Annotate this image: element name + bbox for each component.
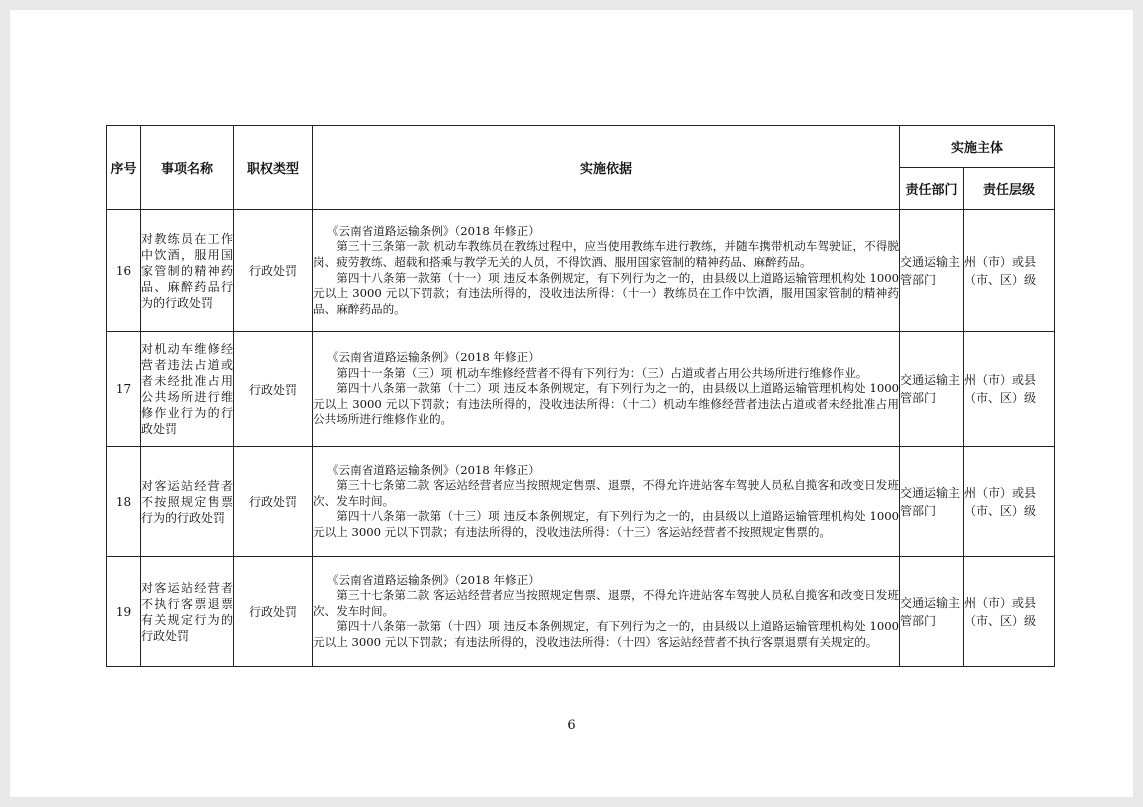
header-level: 责任层级 bbox=[964, 168, 1055, 210]
header-subject: 实施主体 bbox=[900, 126, 1055, 168]
header-basis: 实施依据 bbox=[313, 126, 900, 210]
basis-source: 《云南省道路运输条例》（2018 年修正） bbox=[326, 572, 540, 587]
header-type: 职权类型 bbox=[234, 126, 313, 210]
item-name: 对客运站经营者不按照规定售票行为的行政处罚 bbox=[141, 447, 234, 557]
responsible-level: 州（市）或县（市、区）级 bbox=[964, 557, 1055, 667]
basis-clause: 第四十一条第（三）项 机动车维修经营者不得有下列行为：（三）占道或者占用公共场所进行维修作业。 bbox=[336, 365, 868, 380]
table-row bbox=[107, 210, 1055, 332]
responsible-level: 州（市）或县（市、区）级 bbox=[964, 210, 1055, 332]
table-row bbox=[107, 447, 1055, 557]
item-name: 对机动车维修经营者违法占道或者未经批准占用公共场所进行维修作业行为的行政处罚 bbox=[141, 332, 234, 447]
responsible-level: 州（市）或县（市、区）级 bbox=[964, 332, 1055, 447]
legal-basis bbox=[313, 447, 900, 557]
basis-penalty: 第四十八条第一款第（十三）项 违反本条例规定，有下列行为之一的，由县级以上道路运输管理机构处 1000 元以上 3000 元以下罚款；有违法所得的，没收违法所得：（十三）客运站经营者不按照规定售票的。 bbox=[313, 509, 899, 539]
responsible-dept: 交通运输主管部门 bbox=[900, 210, 964, 332]
authority-type: 行政处罚 bbox=[234, 447, 313, 557]
basis-penalty: 第四十八条第一款第（十一）项 违反本条例规定，有下列行为之一的，由县级以上道路运输管理机构处 1000 元以上 3000 元以下罚款；有违法所得的，没收违法所得：（十一）教练员在工作中饮酒，服用国家管制的精神药品、麻醉药品的。 bbox=[313, 270, 899, 316]
responsible-dept: 交通运输主管部门 bbox=[900, 557, 964, 667]
header-dept: 责任部门 bbox=[900, 168, 964, 210]
authority-type: 行政处罚 bbox=[234, 210, 313, 332]
basis-source: 《云南省道路运输条例》（2018 年修正） bbox=[326, 350, 540, 365]
row-number: 18 bbox=[107, 447, 141, 557]
table-row bbox=[107, 332, 1055, 447]
authority-type: 行政处罚 bbox=[234, 557, 313, 667]
basis-clause: 第三十三条第一款 机动车教练员在教练过程中，应当使用教练车进行教练，并随车携带机动车驾驶证，不得脱岗、疲劳教练、超载和搭乘与教学无关的人员，不得饮酒、服用国家管制的精神药品、麻醉药品。 bbox=[313, 239, 899, 269]
responsible-dept: 交通运输主管部门 bbox=[900, 447, 964, 557]
document-page bbox=[10, 10, 1133, 797]
row-number: 19 bbox=[107, 557, 141, 667]
row-number: 16 bbox=[107, 210, 141, 332]
enforcement-table bbox=[106, 125, 1055, 667]
basis-penalty: 第四十八条第一款第（十二）项 违反本条例规定，有下列行为之一的，由县级以上道路运输管理机构处 1000 元以上 3000 元以下罚款；有违法所得的，没收违法所得：（十二）机动车维修经营者违法占道或者未经批准占用公共场所进行维修作业的。 bbox=[313, 381, 899, 427]
responsible-level: 州（市）或县（市、区）级 bbox=[964, 447, 1055, 557]
authority-type: 行政处罚 bbox=[234, 332, 313, 447]
legal-basis bbox=[313, 557, 900, 667]
basis-clause: 第三十七条第二款 客运站经营者应当按照规定售票、退票，不得允许进站客车驾驶人员私自揽客和改变日发班次、发车时间。 bbox=[313, 588, 899, 618]
header-no: 序号 bbox=[107, 126, 141, 210]
header-name: 事项名称 bbox=[141, 126, 234, 210]
legal-basis bbox=[313, 210, 900, 332]
item-name: 对客运站经营者不执行客票退票有关规定行为的行政处罚 bbox=[141, 557, 234, 667]
row-number: 17 bbox=[107, 332, 141, 447]
basis-source: 《云南省道路运输条例》（2018 年修正） bbox=[326, 223, 540, 238]
page-number: 6 bbox=[567, 718, 576, 733]
basis-clause: 第三十七条第二款 客运站经营者应当按照规定售票、退票，不得允许进站客车驾驶人员私自揽客和改变日发班次、发车时间。 bbox=[313, 478, 899, 508]
item-name: 对教练员在工作中饮酒，服用国家管制的精神药品、麻醉药品行为的行政处罚 bbox=[141, 210, 234, 332]
basis-source: 《云南省道路运输条例》（2018 年修正） bbox=[326, 462, 540, 477]
table-row bbox=[107, 557, 1055, 667]
responsible-dept: 交通运输主管部门 bbox=[900, 332, 964, 447]
legal-basis bbox=[313, 332, 900, 447]
basis-penalty: 第四十八条第一款第（十四）项 违反本条例规定，有下列行为之一的，由县级以上道路运输管理机构处 1000 元以上 3000 元以下罚款；有违法所得的，没收违法所得：（十四）客运站经营者不执行客票退票有关规定的。 bbox=[313, 619, 899, 649]
